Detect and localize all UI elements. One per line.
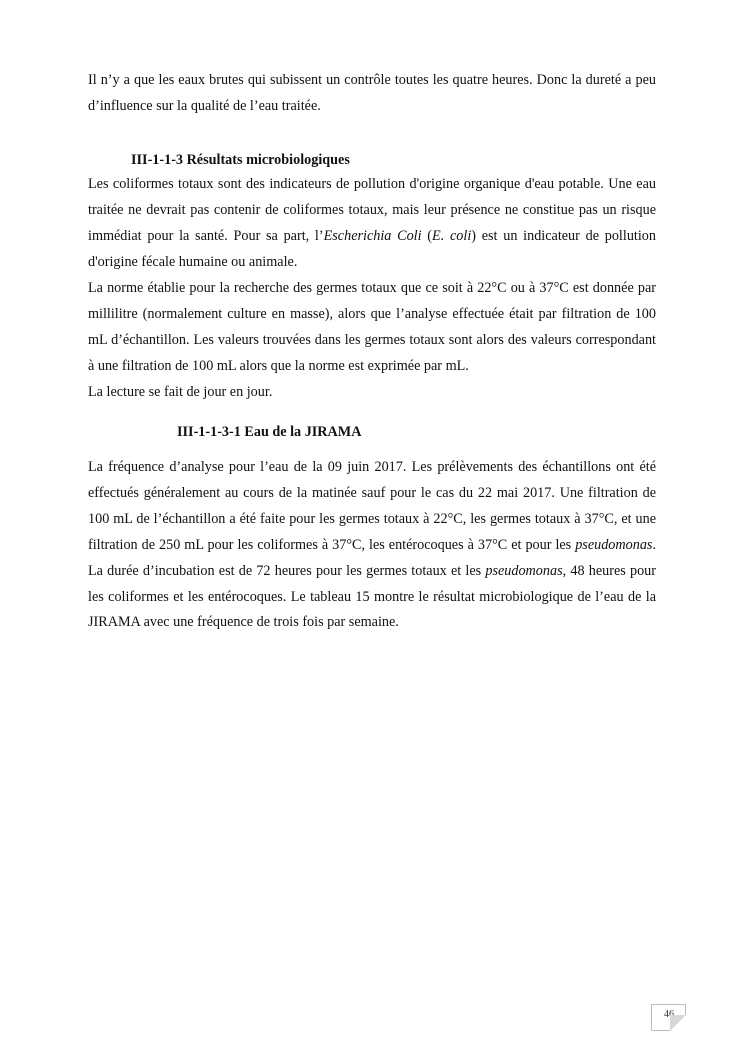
section-heading-jirama-water: III-1-1-3-1 Eau de la JIRAMA bbox=[177, 424, 362, 440]
norm-paragraph bbox=[88, 276, 656, 380]
coliform-paragraph bbox=[88, 172, 656, 276]
coliform-text-part-3: ) est un indicateur de pollution d'origine fécale humaine ou animale. bbox=[88, 227, 656, 270]
reading-paragraph-text: La lecture se fait de jour en jour. bbox=[88, 384, 273, 400]
jirama-paragraph bbox=[88, 455, 656, 636]
page-number-box bbox=[651, 1004, 686, 1031]
pseudomonas-term-1: pseudomonas bbox=[575, 536, 653, 553]
jirama-text-part-3: , 48 heures pour les coliformes et les entérocoques. Le tableau 15 montre le résultat microbiologique de l’eau de la JIRAMA avec une fréquence de trois fois par semaine. bbox=[88, 562, 656, 631]
page-number: 46 bbox=[664, 1009, 674, 1020]
coliform-text-part-2: ( bbox=[421, 227, 433, 244]
jirama-text-part-1: La fréquence d’analyse pour l’eau de la 09 juin 2017. Les prélèvements des échantillons ont été effectués généralement au cours de la matinée sauf pour le cas du 22 mai 2017. Une filtration de 100 mL de l’échantillon a été faite pour les germes totaux à 22°C, les germes totaux à 37°C, et une filtration de 250 mL pour les coliformes à 37°C, les entérocoques à 37°C et pour les bbox=[88, 459, 656, 553]
section-heading-microbiological-results: III-1-1-3 Résultats microbiologiques bbox=[131, 152, 350, 168]
page-curl-icon bbox=[670, 1015, 686, 1031]
escherichia-coli-term: Escherichia Coli bbox=[323, 227, 422, 244]
pseudomonas-term-2: pseudomonas bbox=[485, 562, 563, 579]
norm-paragraph-text: La norme établie pour la recherche des germes totaux que ce soit à 22°C ou à 37°C est donnée par millilitre (normalement culture en masse), alors que l’analyse effectuée était par filtration de 100 mL d’échantillon. Les valeurs trouvées dans les germes totaux sont alors des valeurs correspondant à une filtration de 100 mL alors que la norme est exprimée par mL. bbox=[88, 280, 656, 374]
intro-paragraph-text: Il n’y a que les eaux brutes qui subissent un contrôle toutes les quatre heures. Donc la dureté a peu d’influence sur la qualité de l’eau traitée. bbox=[88, 72, 656, 114]
coliform-text-part-1: Les coliformes totaux sont des indicateurs de pollution d'origine organique d'eau potable. Une eau traitée ne devrait pas contenir de coliformes totaux, mais leur présence ne constitue pas un risque immédiat pour la santé. Pour sa part, l’ bbox=[88, 176, 656, 244]
intro-paragraph bbox=[88, 68, 656, 120]
jirama-text-part-2: . La durée d’incubation est de 72 heures pour les germes totaux et les bbox=[88, 536, 656, 579]
reading-paragraph bbox=[88, 380, 656, 406]
e-coli-term: E. coli bbox=[432, 227, 472, 244]
